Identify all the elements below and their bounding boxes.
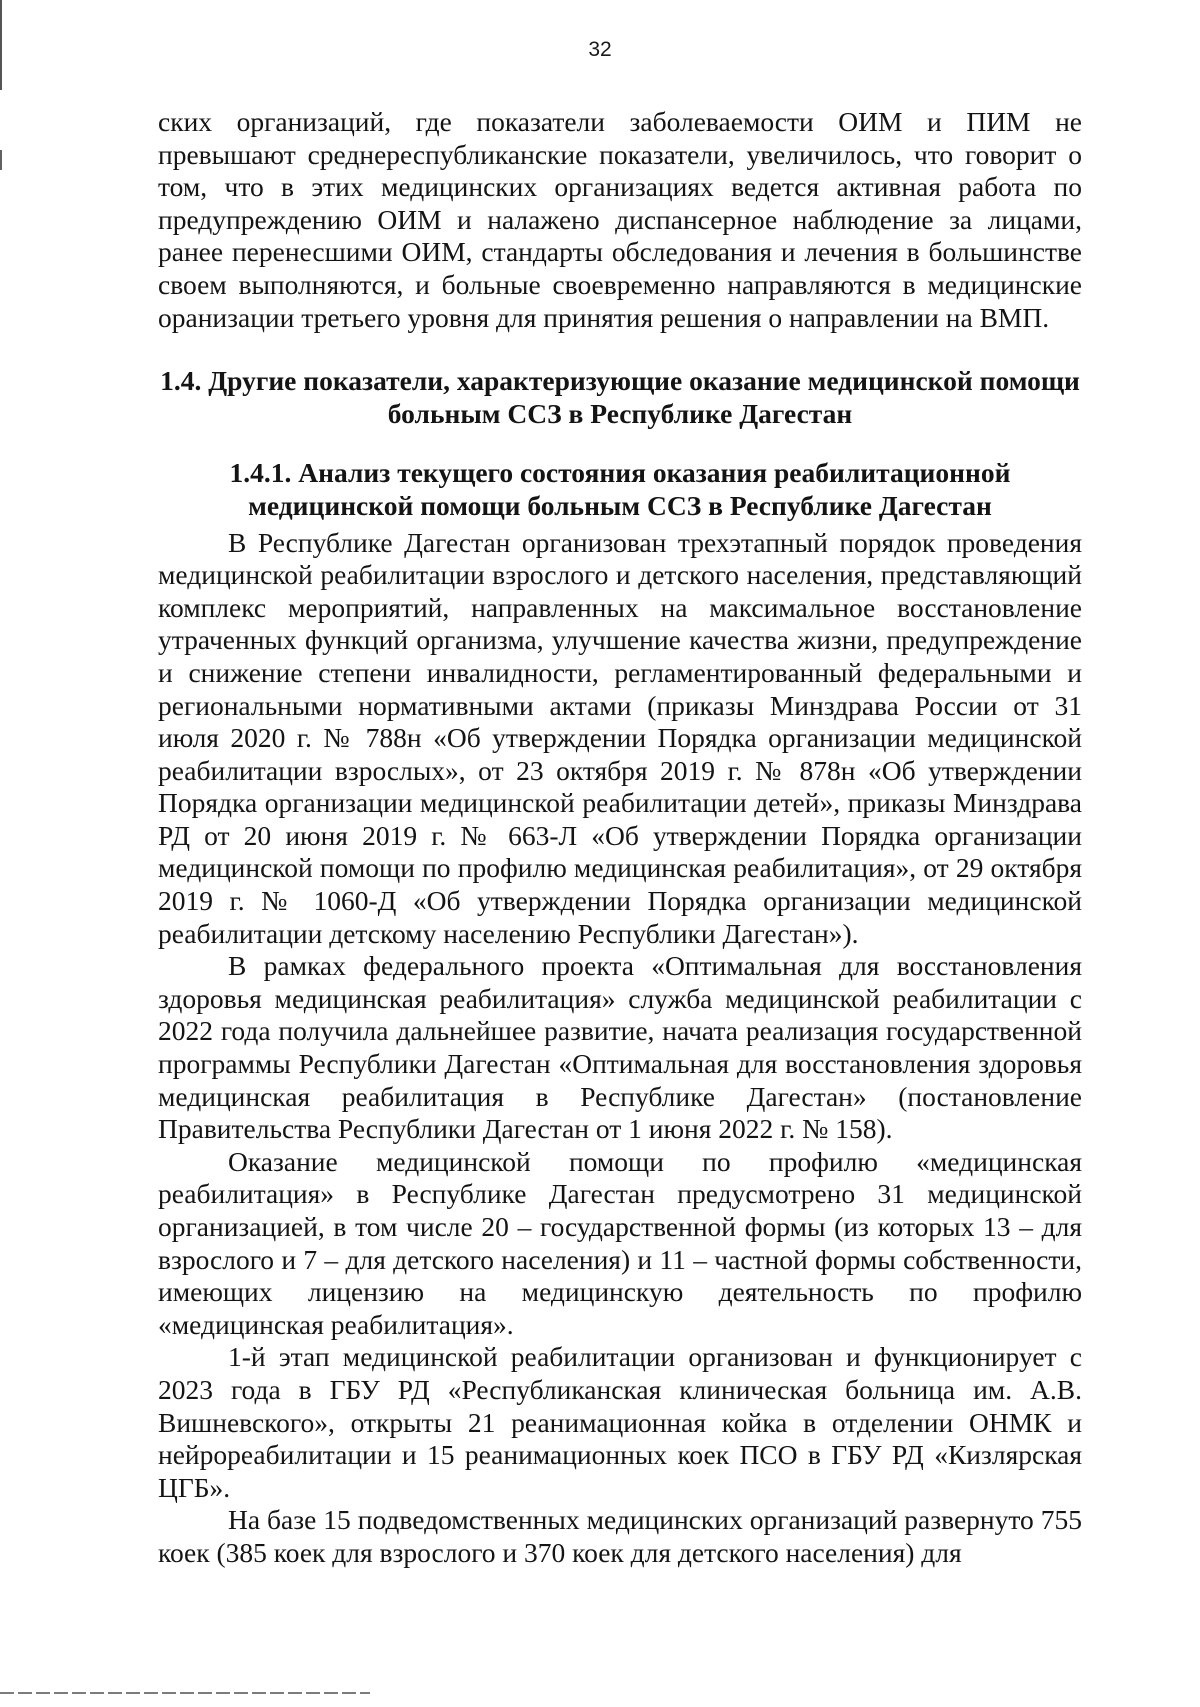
intro-paragraph: ских организаций, где показатели заболеваемости ОИМ и ПИМ не превышают среднереспубликанские показатели, увеличилось, что говорит о том, что в этих медицинских организациях ведется активная работа по предупреждению ОИМ и налажено диспансерное наблюдение за лицами, ранее перенесшими ОИМ, стандарты обследования и лечения в большинстве своем выполняются, и больные своевременно направляются в медицинские оранизации третьего уровня для принятия решения о направлении на ВМП.: [158, 106, 1082, 333]
paragraph-beds: На базе 15 подведомственных медицинских организаций развернуто 755 коек (385 коек для взрослого и 370 коек для детского населения) для: [158, 1504, 1082, 1568]
subsection-heading: 1.4.1. Анализ текущего состояния оказания реабилитационной медицинской помощи больным ССЗ в Республике Дагестан: [229, 457, 1011, 521]
section-heading: 1.4. Другие показатели, характеризующие оказание медицинской помощи больным ССЗ в Республике Дагестан: [160, 365, 1080, 429]
paragraph-federal-project: В рамках федерального проекта «Оптимальная для восстановления здоровья медицинская реабилитация» служба медицинской реабилитации с 2022 года получила дальнейшее развитие, начата реализация государственной программы Республики Дагестан «Оптимальная для восстановления здоровья медицинская реабилитация в Республике Дагестан» (постановление Правительства Республики Дагестан от 1 июня 2022 г. № 158).: [158, 950, 1082, 1145]
paragraph-rehab-order: В Республике Дагестан организован трехэтапный порядок проведения медицинской реабилитации взрослого и детского населения, представляющий комплекс мероприятий, направленных на максимальное восстановление утраченных функций организма, улучшение качества жизни, предупреждение и снижение степени инвалидности, регламентированный федеральными и региональными нормативными актами (приказы Минздрава России от 31 июля 2020 г. № 788н «Об утверждении Порядка организации медицинской реабилитации взрослых», от 23 октября 2019 г. № 878н «Об утверждении Порядка организации медицинской реабилитации детей», приказы Минздрава РД от 20 июня 2019 г. № 663-Л «Об утверждении Порядка организации медицинской помощи по профилю медицинская реабилитация», от 29 октября 2019 г. № 1060-Д «Об утверждении Порядка организации медицинской реабилитации детскому населению Республики Дагестан»).: [158, 526, 1082, 949]
paragraph-organizations: Оказание медицинской помощи по профилю «медицинская реабилитация» в Республике Дагестан предусмотрено 31 медицинской организацией, в том числе 20 – государственной формы (из которых 13 – для взрослого и 7 – для детского населения) и 11 – частной формы собственности, имеющих лицензию на медицинскую деятельность по профилю «медицинская реабилитация».: [158, 1145, 1082, 1340]
bottom-rule: [0, 1692, 370, 1694]
paragraph-first-stage: 1-й этап медицинской реабилитации организован и функционирует с 2023 года в ГБУ РД «Республиканская клиническая больница им. А.В. Вишневского», открыты 21 реанимационная койка в отделении ОНМК и нейрореабилитации и 15 реанимационных коек ПСО в ГБУ РД «Кизлярская ЦГБ».: [158, 1341, 1082, 1503]
document-body: [158, 106, 1082, 1570]
scan-left-edge: [0, 0, 2, 1707]
page-number: 32: [588, 38, 612, 61]
